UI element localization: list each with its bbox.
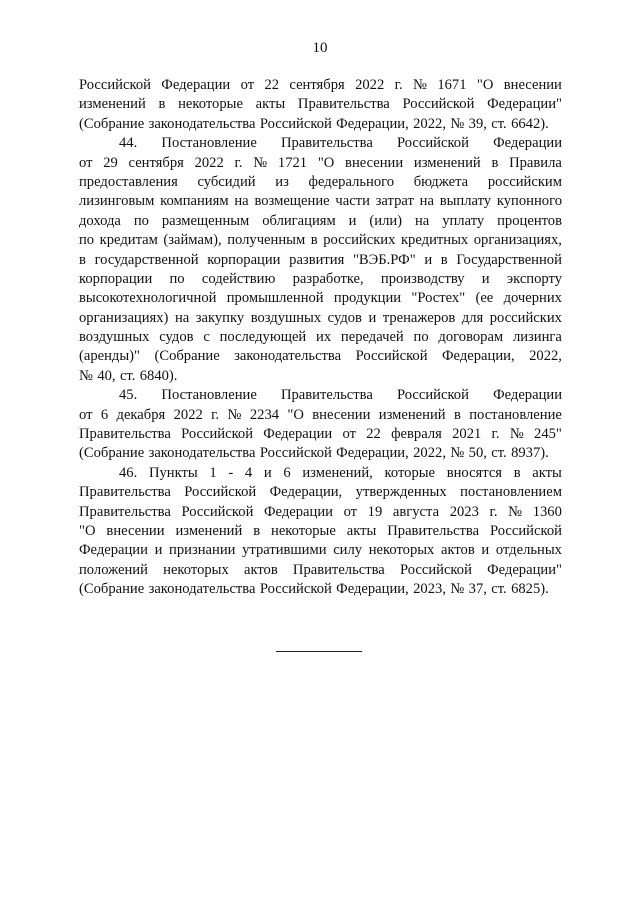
- text-line: положений некоторых актов Правительства Российской Федерации": [79, 561, 562, 578]
- text-line: лизинговым компаниям на возмещение части затрат на выплату купонного: [79, 193, 562, 210]
- text-line: Правительства Российской Федерации от 22 февраля 2021 г. № 245": [79, 426, 562, 443]
- text-line: (аренды)" (Собрание законодательства Российской Федерации, 2022,: [79, 348, 562, 365]
- end-of-text-rule: [276, 651, 362, 652]
- text-line: (Собрание законодательства Российской Федерации, 2023, № 37, ст. 6825).: [79, 581, 549, 598]
- text-line: 44. Постановление Правительства Российской Федерации: [119, 135, 562, 152]
- text-line: (Собрание законодательства Российской Федерации, 2022, № 50, ст. 8937).: [79, 445, 549, 462]
- text-line: "О внесении изменений в некоторые акты Правительства Российской: [79, 522, 562, 539]
- text-line: в государственной корпорации развития "ВЭБ.РФ" и в Государственной: [79, 251, 562, 268]
- text-line: 45. Постановление Правительства Российской Федерации: [119, 387, 562, 404]
- document-body: [79, 76, 562, 600]
- text-line: предоставления субсидий из федерального бюджета российским: [79, 173, 562, 190]
- page-number: 10: [312, 40, 328, 56]
- text-line: дохода по размещенным облигациям и (или) на уплату процентов: [79, 212, 562, 229]
- text-line: воздушных судов с последующей их передачей по договорам лизинга: [79, 329, 562, 346]
- text-line: корпорации по содействию разработке, производству и экспорту: [79, 270, 562, 287]
- text-line: организациях) на закупку воздушных судов и тренажеров для российских: [79, 309, 562, 326]
- text-line: от 29 сентября 2022 г. № 1721 "О внесении изменений в Правила: [79, 154, 562, 171]
- paragraph-43-continuation: [79, 76, 562, 134]
- text-line: Российской Федерации от 22 сентября 2022 г. № 1671 "О внесении: [79, 77, 562, 93]
- text-line: Правительства Российской Федерации от 19 августа 2023 г. № 1360: [79, 503, 562, 520]
- text-line: (Собрание законодательства Российской Федерации, 2022, № 39, ст. 6642).: [79, 115, 549, 132]
- text-line: Правительства Российской Федерации, утвержденных постановлением: [79, 484, 562, 501]
- paragraph-45: [79, 386, 562, 464]
- paragraph-46: [79, 464, 562, 600]
- text-line: высокотехнологичной промышленной продукции "Ростех" (ее дочерних: [79, 290, 562, 307]
- text-line: изменений в некоторые акты Правительства Российской Федерации": [79, 96, 562, 113]
- text-line: 46. Пункты 1 - 4 и 6 изменений, которые вносятся в акты: [119, 464, 562, 481]
- text-line: по кредитам (займам), полученным в российских кредитных организациях,: [79, 232, 562, 249]
- text-line: Федерации и признании утратившими силу некоторых актов и отдельных: [79, 542, 562, 559]
- text-line: от 6 декабря 2022 г. № 2234 "О внесении изменений в постановление: [79, 406, 562, 423]
- paragraph-44: [79, 134, 562, 386]
- text-line: № 40, ст. 6840).: [79, 367, 178, 384]
